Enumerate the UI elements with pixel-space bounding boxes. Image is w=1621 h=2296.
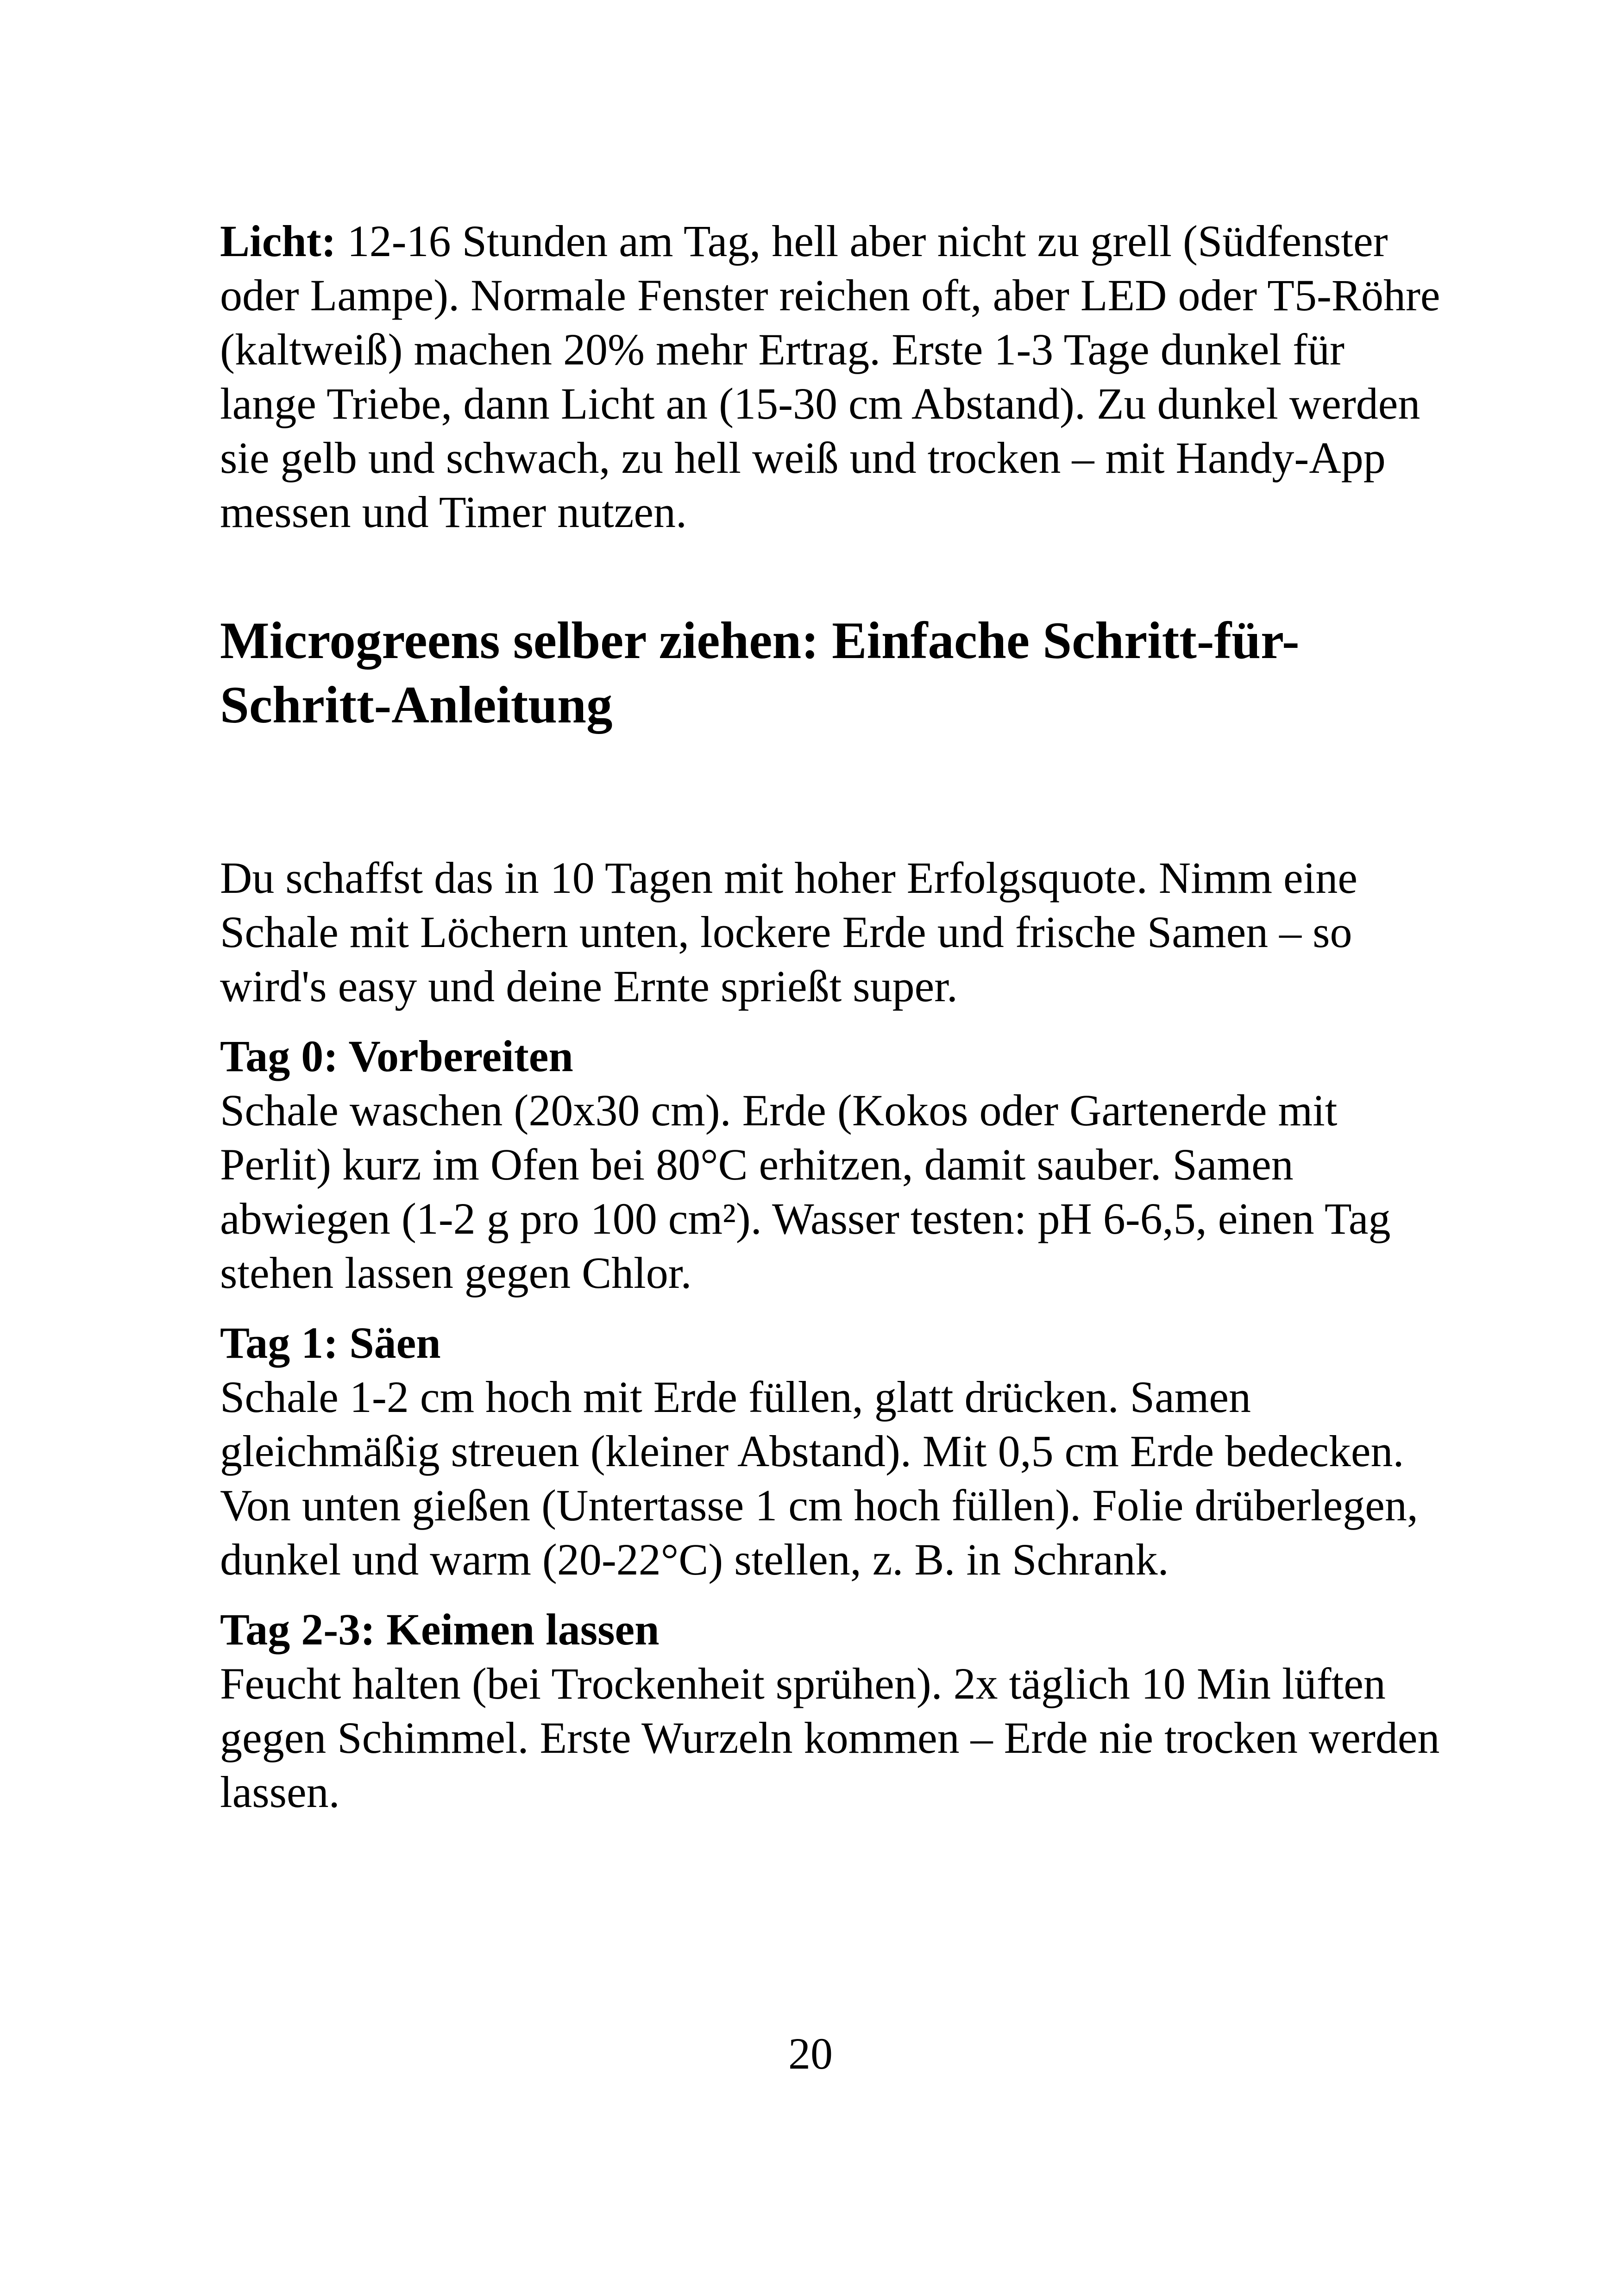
step-title-day-0: Tag 0: Vorbereiten	[220, 1031, 573, 1081]
light-text: 12-16 Stunden am Tag, hell aber nicht zu grell (Südfenster oder Lampe). Normale Fenster reichen oft, aber LED oder T5-Röhre (kaltweiß) machen 20% mehr Ertrag. Erste 1-3 Tage dunkel für lange Triebe, dann Licht an (15-30 cm Abstand). Zu dunkel werden sie gelb und schwach, zu hell weiß und trocken – mit Handy-App messen und Timer nutzen.	[220, 216, 1440, 537]
step-title-day-2-3: Tag 2-3: Keimen lassen	[220, 1605, 660, 1654]
light-paragraph	[220, 214, 1443, 539]
page-content	[220, 214, 1443, 1819]
step-text-day-0: Schale waschen (20x30 cm). Erde (Kokos oder Gartenerde mit Perlit) kurz im Ofen bei 80°C erhitzen, damit sauber. Samen abwiegen (1-2 g pro 100 cm²). Wasser testen: pH 6-6,5, einen Tag stehen lassen gegen Chlor.	[220, 1085, 1391, 1298]
step-text-day-1: Schale 1-2 cm hoch mit Erde füllen, glatt drücken. Samen gleichmäßig streuen (kleiner Abstand). Mit 0,5 cm Erde bedecken. Von unten gießen (Untertasse 1 cm hoch füllen). Folie drüberlegen, dunkel und warm (20-22°C) stellen, z. B. in Schrank.	[220, 1372, 1418, 1584]
chapter-title: Microgreens selber ziehen: Einfache Schritt-für-Schritt-Anleitung	[220, 612, 1300, 734]
light-label: Licht:	[220, 216, 336, 266]
chapter-intro: Du schaffst das in 10 Tagen mit hoher Erfolgsquote. Nimm eine Schale mit Löchern unten, lockere Erde und frische Samen – so wird's easy und deine Ernte sprießt super.	[220, 853, 1357, 1011]
step-text-day-2-3: Feucht halten (bei Trockenheit sprühen). 2x täglich 10 Min lüften gegen Schimmel. Erste Wurzeln kommen – Erde nie trocken werden lassen.	[220, 1659, 1440, 1817]
page-number: 20	[788, 2029, 833, 2078]
step-title-day-1: Tag 1: Säen	[220, 1318, 441, 1368]
